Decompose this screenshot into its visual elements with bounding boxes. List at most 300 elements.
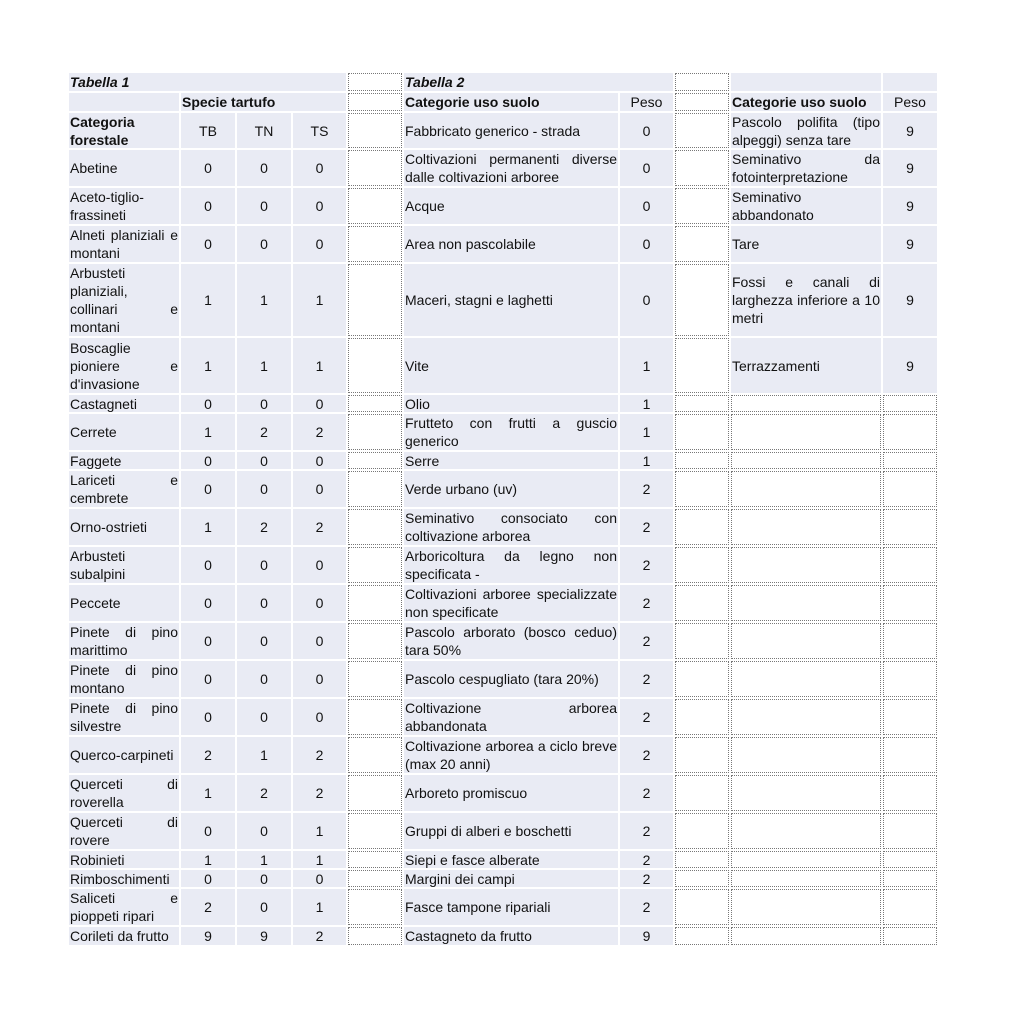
table1-row-1-tn-text: 0 <box>260 198 268 214</box>
table2-row-11-peso[interactable] <box>620 547 673 583</box>
table1-row-11-tn-text: 0 <box>260 595 268 611</box>
table3-row-0-peso-text: 9 <box>906 122 914 139</box>
table1-row-12-tb-text: 0 <box>204 633 212 649</box>
table2-row-13-peso-text: 2 <box>642 633 651 649</box>
table3-empty-17-peso[interactable] <box>883 775 937 811</box>
table1-row-15-category[interactable] <box>69 737 179 773</box>
table2-row-9-peso[interactable] <box>620 471 673 507</box>
table2-row-2-peso[interactable] <box>620 188 673 224</box>
table1-row-12-category[interactable] <box>69 623 179 659</box>
table1-row-9-category[interactable] <box>69 509 179 545</box>
table1-row-11-tn[interactable] <box>237 585 291 621</box>
table1-row-6-tb[interactable] <box>181 414 235 450</box>
table1-row-9-tb[interactable] <box>181 509 235 545</box>
table2-row-22-peso[interactable] <box>620 927 673 945</box>
gap2-row-0[interactable] <box>675 113 729 148</box>
table3-row-3-peso[interactable] <box>883 226 937 262</box>
table1-row-0-ts-text: 0 <box>315 160 324 176</box>
table1-row-13-tn[interactable] <box>237 661 291 697</box>
table1-row-8-category[interactable] <box>69 471 179 507</box>
table1-row-20-tb[interactable] <box>181 889 235 925</box>
table2-row-0-category[interactable] <box>404 113 618 148</box>
table1-row-10-tn[interactable] <box>237 547 291 583</box>
table1-row-11-category[interactable] <box>69 585 179 621</box>
table1-row-16-tn[interactable] <box>237 775 291 811</box>
table3-empty-20-peso[interactable] <box>883 870 937 887</box>
gap1-row-15[interactable] <box>348 699 402 735</box>
table1-row-19-tb[interactable] <box>181 870 235 887</box>
table2-row-13-peso[interactable] <box>620 623 673 659</box>
table1-row-1-tb[interactable] <box>181 188 235 224</box>
table2-row-8-category[interactable] <box>404 452 618 469</box>
table3-empty-16-category[interactable] <box>731 737 881 773</box>
table1-row-21-tn[interactable] <box>237 927 291 945</box>
gap2-row-15[interactable] <box>675 699 729 735</box>
table2-row-7-category-text: Frutteto con frutti a guscio generico <box>405 415 617 449</box>
table1-row-16-tb[interactable] <box>181 775 235 811</box>
table2-row-0-peso-text: 0 <box>642 122 651 139</box>
table1-row-6-category[interactable] <box>69 414 179 450</box>
table1-row-18-tb[interactable] <box>181 851 235 868</box>
table1-row-4-category[interactable] <box>69 338 179 393</box>
table1-caption-text: Tabella 1 <box>70 74 130 90</box>
table2-row-6-category[interactable] <box>404 395 618 412</box>
table2-row-3-category[interactable] <box>404 226 618 262</box>
table2-row-9-category[interactable] <box>404 471 618 507</box>
table3-row-4-category[interactable] <box>731 264 881 336</box>
table2-row-21-category[interactable] <box>404 889 618 925</box>
table1-row-2-category[interactable] <box>69 226 179 262</box>
table1-row-5-tn[interactable] <box>237 395 291 412</box>
table2-row-10-peso-text: 2 <box>642 519 651 535</box>
table3-row-3-category[interactable] <box>731 226 881 262</box>
gap2-row-7[interactable] <box>675 414 729 450</box>
table2-row-7-peso[interactable] <box>620 414 673 450</box>
table3-row-2-peso[interactable] <box>883 188 937 224</box>
table2-row-13-category-text: Pascolo arborato (bosco ceduo) tara 50% <box>405 624 617 658</box>
table1-row-3-tb-text: 1 <box>204 292 212 308</box>
table2-row-15-category[interactable] <box>404 699 618 735</box>
table3-empty-12-peso[interactable] <box>883 585 937 621</box>
table3-empty-7-category[interactable] <box>731 414 881 450</box>
table3-header-peso[interactable] <box>883 93 937 111</box>
table1-row-0-tn-text: 0 <box>260 160 268 176</box>
table1-row-17-ts[interactable] <box>293 813 346 849</box>
gap2-row-18[interactable] <box>675 813 729 849</box>
table1-row-20-tn[interactable] <box>237 889 291 925</box>
table1-row-3-tn[interactable] <box>237 264 291 336</box>
table3-row-0-category[interactable] <box>731 113 881 148</box>
table1-row-14-tb[interactable] <box>181 699 235 735</box>
gap2-caption[interactable] <box>675 73 729 91</box>
table1-row-15-tb[interactable] <box>181 737 235 773</box>
table1-row-4-category-text: Boscaglie pioniere e d'invasione <box>70 339 178 392</box>
table1-row-2-tn[interactable] <box>237 226 291 262</box>
table3-empty-22-category[interactable] <box>731 927 881 945</box>
table2-row-10-peso[interactable] <box>620 509 673 545</box>
table1-row-17-tb-text: 0 <box>204 823 212 839</box>
table1-row-13-ts[interactable] <box>293 661 346 697</box>
gap1-row-2[interactable] <box>348 188 402 224</box>
table3-row-1-peso[interactable] <box>883 150 937 186</box>
table1-row-4-tn[interactable] <box>237 338 291 393</box>
table2-row-12-category[interactable] <box>404 585 618 621</box>
table3-empty-6-category[interactable] <box>731 395 881 412</box>
gap1-row-19[interactable] <box>348 851 402 868</box>
table2-row-13-category[interactable] <box>404 623 618 659</box>
table1-row-15-ts[interactable] <box>293 737 346 773</box>
table2-header-category[interactable] <box>404 93 618 111</box>
table1-row-17-tn[interactable] <box>237 813 291 849</box>
table3-row-5-category-text: Terrazzamenti <box>732 357 820 374</box>
table1-row-0-tb[interactable] <box>181 150 235 186</box>
table2-header-category-text: Categorie uso suolo <box>405 94 540 110</box>
table3-empty-18-category[interactable] <box>731 813 881 849</box>
gap1-row-18[interactable] <box>348 813 402 849</box>
table2-row-11-category[interactable] <box>404 547 618 583</box>
table1-row-10-category[interactable] <box>69 547 179 583</box>
table1-row-12-ts-text: 0 <box>315 633 324 649</box>
gap1-group[interactable] <box>348 93 402 111</box>
gap2-row-8[interactable] <box>675 452 729 469</box>
gap2-row-6[interactable] <box>675 395 729 412</box>
table1-row-17-tb[interactable] <box>181 813 235 849</box>
table2-row-18-category[interactable] <box>404 813 618 849</box>
gap2-row-9[interactable] <box>675 471 729 507</box>
table1-row-7-category[interactable] <box>69 452 179 469</box>
gap1-row-0[interactable] <box>348 113 402 148</box>
gap2-group[interactable] <box>675 93 729 111</box>
gap1-row-22[interactable] <box>348 927 402 945</box>
gap1-row-12[interactable] <box>348 585 402 621</box>
table1-row-14-category-text: Pinete di pino silvestre <box>70 700 178 734</box>
gap2-row-21[interactable] <box>675 889 729 925</box>
table3-row-4-peso[interactable] <box>883 264 937 336</box>
table3-empty-6-peso[interactable] <box>883 395 937 412</box>
table1-row-8-tb[interactable] <box>181 471 235 507</box>
table1-row-8-tb-text: 0 <box>204 481 212 497</box>
table2-row-6-peso[interactable] <box>620 395 673 412</box>
table3-row-5-category[interactable] <box>731 338 881 393</box>
table1-row-19-tb-text: 0 <box>204 870 212 887</box>
table2-row-22-category-text: Castagneto da frutto <box>405 928 532 944</box>
table3-empty-9-category[interactable] <box>731 471 881 507</box>
table1-row-19-tn[interactable] <box>237 870 291 887</box>
table1-row-4-tb-text: 1 <box>204 357 212 374</box>
table1-row-21-tb[interactable] <box>181 927 235 945</box>
table3-empty-16-peso[interactable] <box>883 737 937 773</box>
table3-empty-11-category[interactable] <box>731 547 881 583</box>
gap1-row-7[interactable] <box>348 414 402 450</box>
gap1-row-10[interactable] <box>348 509 402 545</box>
table1-caption[interactable] <box>69 73 346 91</box>
table1-row-4-tb[interactable] <box>181 338 235 393</box>
gap1-row-11[interactable] <box>348 547 402 583</box>
table2-header-peso[interactable] <box>620 93 673 111</box>
gap2-row-13[interactable] <box>675 623 729 659</box>
table1-row-17-category[interactable] <box>69 813 179 849</box>
table2-row-15-category-text: Coltivazione arborea abbandonata <box>405 700 617 734</box>
table2-row-2-category[interactable] <box>404 188 618 224</box>
table3-empty-11-peso[interactable] <box>883 547 937 583</box>
table2-row-9-peso-text: 2 <box>642 481 651 497</box>
table1-row-10-tb[interactable] <box>181 547 235 583</box>
table1-row-16-ts-text: 2 <box>315 785 324 801</box>
table1-row-21-ts-text: 2 <box>315 928 324 944</box>
table1-row-10-ts[interactable] <box>293 547 346 583</box>
table1-header-tn[interactable] <box>237 113 291 148</box>
table1-row-10-category-text: Arbusteti subalpini <box>70 548 126 582</box>
table1-row-8-category-text: Lariceti e cembrete <box>70 472 178 506</box>
table3-empty-13-peso[interactable] <box>883 623 937 659</box>
table1-row-1-ts-text: 0 <box>315 198 324 214</box>
table2-row-17-category[interactable] <box>404 775 618 811</box>
table1-row-7-category-text: Faggete <box>70 452 122 469</box>
table1-row-15-tn-text: 1 <box>260 747 268 763</box>
table2-row-16-category[interactable] <box>404 737 618 773</box>
table1-row-3-ts-text: 1 <box>315 292 324 308</box>
table1-row-14-ts[interactable] <box>293 699 346 735</box>
table1-row-7-tb[interactable] <box>181 452 235 469</box>
table2-row-20-category[interactable] <box>404 870 618 887</box>
table2-row-1-peso[interactable] <box>620 150 673 186</box>
table1-header-category[interactable] <box>69 113 179 148</box>
gap2-row-22[interactable] <box>675 927 729 945</box>
table1-row-14-category[interactable] <box>69 699 179 735</box>
table3-row-5-peso[interactable] <box>883 338 937 393</box>
table3-empty-21-category[interactable] <box>731 889 881 925</box>
table1-row-9-tn-text: 2 <box>260 519 268 535</box>
table1-row-11-category-text: Peccete <box>70 595 121 611</box>
table1-row-12-tn[interactable] <box>237 623 291 659</box>
table2-row-4-peso[interactable] <box>620 264 673 336</box>
gap1-row-9[interactable] <box>348 471 402 507</box>
table2-row-12-peso[interactable] <box>620 585 673 621</box>
table1-row-16-category[interactable] <box>69 775 179 811</box>
gap2-row-20[interactable] <box>675 870 729 887</box>
table1-row-13-category[interactable] <box>69 661 179 697</box>
table1-row-19-ts[interactable] <box>293 870 346 887</box>
table3-empty-7-peso[interactable] <box>883 414 937 450</box>
table2-row-1-category-text: Coltivazioni permanenti diverse dalle coltivazioni arboree <box>405 151 617 185</box>
table2-row-20-peso-text: 2 <box>642 870 651 887</box>
table2-row-19-peso[interactable] <box>620 851 673 868</box>
gap2-row-19[interactable] <box>675 851 729 868</box>
table1-row-12-ts[interactable] <box>293 623 346 659</box>
table3-empty-18-peso[interactable] <box>883 813 937 849</box>
table1-row-0-ts[interactable] <box>293 150 346 186</box>
table1-header-tb[interactable] <box>181 113 235 148</box>
table1-row-18-tb-text: 1 <box>204 851 212 868</box>
table2-row-3-peso[interactable] <box>620 226 673 262</box>
table3-empty-19-peso[interactable] <box>883 851 937 868</box>
table1-row-0-tn[interactable] <box>237 150 291 186</box>
table1-row-11-tb[interactable] <box>181 585 235 621</box>
table1-row-4-ts[interactable] <box>293 338 346 393</box>
table3-row-4-peso-text: 9 <box>906 292 914 308</box>
table1-row-1-ts[interactable] <box>293 188 346 224</box>
table3-empty-17-category[interactable] <box>731 775 881 811</box>
table1-row-18-ts[interactable] <box>293 851 346 868</box>
gap2-row-2[interactable] <box>675 188 729 224</box>
table3-empty-8-peso[interactable] <box>883 452 937 469</box>
table1-row-21-tb-text: 9 <box>204 928 212 944</box>
table3-empty-14-category[interactable] <box>731 661 881 697</box>
table1-row-8-ts[interactable] <box>293 471 346 507</box>
table3-empty-9-peso[interactable] <box>883 471 937 507</box>
table2-row-15-peso[interactable] <box>620 699 673 735</box>
table3-caption-blank[interactable] <box>731 73 881 91</box>
table1-row-5-category[interactable] <box>69 395 179 412</box>
gap1-row-3[interactable] <box>348 226 402 262</box>
table1-row-15-category-text: Querco-carpineti <box>70 747 174 763</box>
table2-row-17-peso[interactable] <box>620 775 673 811</box>
table3-empty-20-category[interactable] <box>731 870 881 887</box>
table3-empty-10-peso[interactable] <box>883 509 937 545</box>
table1-row-1-category[interactable] <box>69 188 179 224</box>
table1-row-6-tn[interactable] <box>237 414 291 450</box>
gap2-row-1[interactable] <box>675 150 729 186</box>
table1-row-20-ts[interactable] <box>293 889 346 925</box>
table2-row-14-peso[interactable] <box>620 661 673 697</box>
table1-row-19-category[interactable] <box>69 870 179 887</box>
gap1-row-14[interactable] <box>348 661 402 697</box>
table1-group-blank[interactable] <box>69 93 179 111</box>
table1-row-21-ts[interactable] <box>293 927 346 945</box>
table1-row-5-tb[interactable] <box>181 395 235 412</box>
table1-row-3-tb[interactable] <box>181 264 235 336</box>
table3-empty-21-peso[interactable] <box>883 889 937 925</box>
gap2-row-3[interactable] <box>675 226 729 262</box>
gap2-row-17[interactable] <box>675 775 729 811</box>
table1-row-3-category[interactable] <box>69 264 179 336</box>
gap1-row-21[interactable] <box>348 889 402 925</box>
table1-row-18-tn[interactable] <box>237 851 291 868</box>
table1-row-13-tn-text: 0 <box>260 671 268 687</box>
table1-row-8-tn[interactable] <box>237 471 291 507</box>
table2-row-18-peso[interactable] <box>620 813 673 849</box>
table2-row-19-category[interactable] <box>404 851 618 868</box>
gap2-row-5[interactable] <box>675 338 729 393</box>
gap1-row-1[interactable] <box>348 150 402 186</box>
table1-row-20-category[interactable] <box>69 889 179 925</box>
table3-row-2-category[interactable] <box>731 188 881 224</box>
table1-row-12-tn-text: 0 <box>260 633 268 649</box>
table3-row-2-peso-text: 9 <box>906 198 914 214</box>
gap2-row-16[interactable] <box>675 737 729 773</box>
gap1-caption[interactable] <box>348 73 402 91</box>
table1-group-header[interactable] <box>181 93 346 111</box>
table1-row-0-category[interactable] <box>69 150 179 186</box>
table1-row-14-tn[interactable] <box>237 699 291 735</box>
gap1-row-6[interactable] <box>348 395 402 412</box>
gap2-row-12[interactable] <box>675 585 729 621</box>
table3-empty-14-peso[interactable] <box>883 661 937 697</box>
table2-row-7-category[interactable] <box>404 414 618 450</box>
table3-caption-blank2[interactable] <box>883 73 937 91</box>
gap1-row-8[interactable] <box>348 452 402 469</box>
table2-caption[interactable] <box>404 73 673 91</box>
table2-row-1-category[interactable] <box>404 150 618 186</box>
table3-empty-19-category[interactable] <box>731 851 881 868</box>
gap2-row-4[interactable] <box>675 264 729 336</box>
gap2-row-10[interactable] <box>675 509 729 545</box>
table2-row-4-category[interactable] <box>404 264 618 336</box>
table1-row-2-tb[interactable] <box>181 226 235 262</box>
gap1-row-20[interactable] <box>348 870 402 887</box>
table3-header-category[interactable] <box>731 93 881 111</box>
table1-row-13-tb-text: 0 <box>204 671 212 687</box>
table1-row-14-ts-text: 0 <box>315 709 324 725</box>
table2-row-11-category-text: Arboricoltura da legno non specificata - <box>405 548 617 582</box>
table1-row-1-tn[interactable] <box>237 188 291 224</box>
table3-empty-13-category[interactable] <box>731 623 881 659</box>
table1-row-7-tn[interactable] <box>237 452 291 469</box>
table2-row-5-peso[interactable] <box>620 338 673 393</box>
table1-row-11-ts[interactable] <box>293 585 346 621</box>
table2-row-8-peso[interactable] <box>620 452 673 469</box>
table3-row-0-peso[interactable] <box>883 113 937 148</box>
gap1-row-17[interactable] <box>348 775 402 811</box>
table2-row-1-peso-text: 0 <box>642 160 651 176</box>
table2-row-16-category-text: Coltivazione arborea a ciclo breve (max 20 anni) <box>405 738 617 772</box>
table1-row-13-tb[interactable] <box>181 661 235 697</box>
table1-row-2-ts[interactable] <box>293 226 346 262</box>
table1-row-7-ts[interactable] <box>293 452 346 469</box>
table2-row-5-category[interactable] <box>404 338 618 393</box>
table2-row-22-category[interactable] <box>404 927 618 945</box>
table1-row-10-tn-text: 0 <box>260 557 268 573</box>
gap1-row-16[interactable] <box>348 737 402 773</box>
table1-row-6-ts[interactable] <box>293 414 346 450</box>
table2-row-21-peso[interactable] <box>620 889 673 925</box>
table3-empty-22-peso[interactable] <box>883 927 937 945</box>
table2-row-14-category[interactable] <box>404 661 618 697</box>
table2-row-4-peso-text: 0 <box>642 292 651 308</box>
table2-row-0-peso[interactable] <box>620 113 673 148</box>
table1-row-21-category[interactable] <box>69 927 179 945</box>
table3-empty-15-category[interactable] <box>731 699 881 735</box>
table3-empty-8-category[interactable] <box>731 452 881 469</box>
table1-row-15-tn[interactable] <box>237 737 291 773</box>
table3-empty-15-peso[interactable] <box>883 699 937 735</box>
table2-row-20-peso[interactable] <box>620 870 673 887</box>
table1-header-ts-text: TS <box>310 122 329 139</box>
table1-row-9-ts[interactable] <box>293 509 346 545</box>
table1-row-16-ts[interactable] <box>293 775 346 811</box>
table1-row-9-tn[interactable] <box>237 509 291 545</box>
gap2-row-14[interactable] <box>675 661 729 697</box>
table1-header-ts[interactable] <box>293 113 346 148</box>
table2-row-18-category-text: Gruppi di alberi e boschetti <box>405 823 572 839</box>
table3-row-3-peso-text: 9 <box>906 236 914 252</box>
table2-row-10-category[interactable] <box>404 509 618 545</box>
table1-row-20-tn-text: 0 <box>260 899 268 915</box>
table3-empty-12-category[interactable] <box>731 585 881 621</box>
table2-row-17-category-text: Arboreto promiscuo <box>405 785 528 801</box>
gap2-row-11[interactable] <box>675 547 729 583</box>
table1-row-5-ts[interactable] <box>293 395 346 412</box>
gap1-row-5[interactable] <box>348 338 402 393</box>
gap1-row-13[interactable] <box>348 623 402 659</box>
gap1-row-4[interactable] <box>348 264 402 336</box>
table3-row-1-category[interactable] <box>731 150 881 186</box>
table3-empty-10-category[interactable] <box>731 509 881 545</box>
table1-row-3-ts[interactable] <box>293 264 346 336</box>
table2-row-16-peso[interactable] <box>620 737 673 773</box>
table1-row-12-tb[interactable] <box>181 623 235 659</box>
table1-row-18-category[interactable] <box>69 851 179 868</box>
